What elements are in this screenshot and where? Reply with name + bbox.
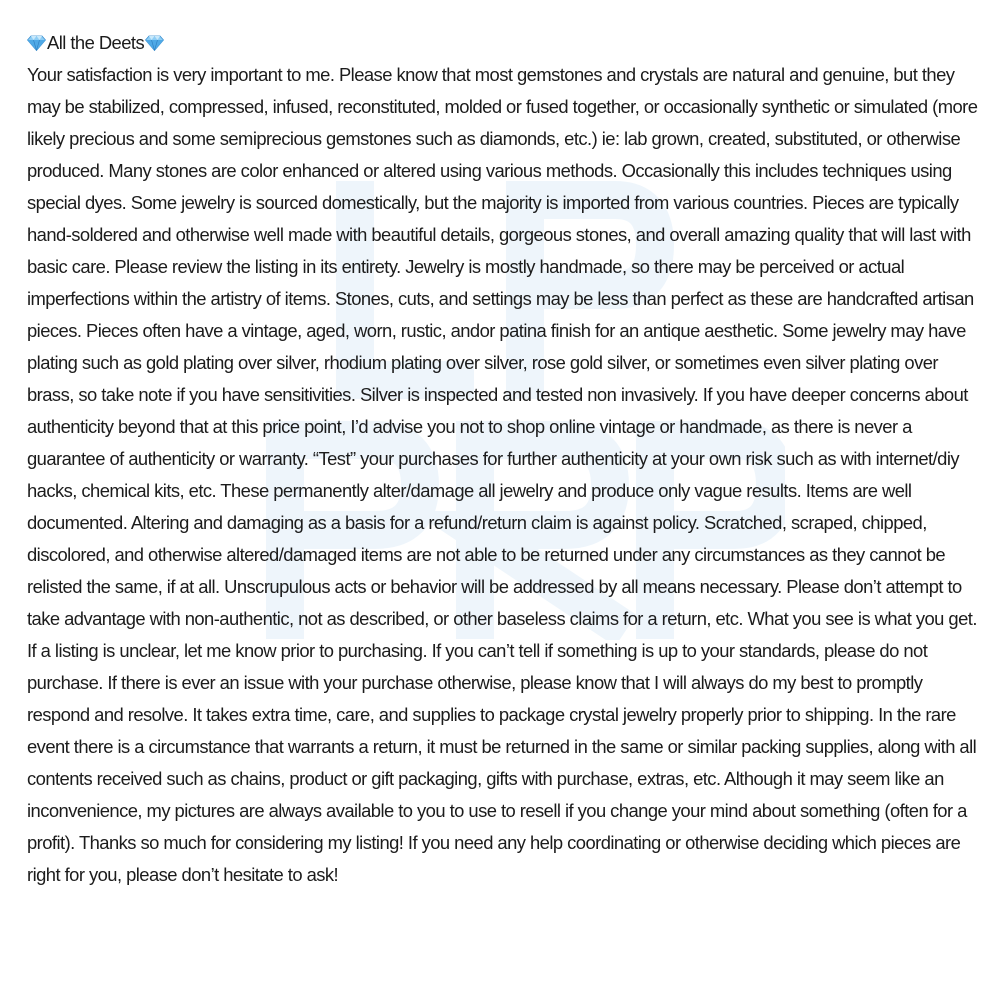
diamond-icon <box>27 29 46 45</box>
heading-row <box>27 27 989 59</box>
policy-paragraph: Your satisfaction is very important to me. Please know that most gemstones and crystals are natural and genuine, but they may be stabilized, compressed, infused, reconstituted, molded or fused together, or occasionally synthetic or simulated (more likely precious and some semiprecious gemstones such as diamonds, etc.) ie: lab grown, created, substituted, or otherwise produced. Many stones are color enhanced or altered using various methods. Occasionally this includes techniques using special dyes. Some jewelry is sourced domestically, but the majority is imported from various countries. Pieces are typically hand-soldered and otherwise well made with beautiful details, gorgeous stones, and overall amazing quality that will last with basic care. Please review the listing in its entirety. Jewelry is mostly handmade, so there may be perceived or actual imperfections within the artistry of items. Stones, cuts, and settings may be less than perfect as these are handcrafted artisan pieces. Pieces often have a vintage, aged, worn, rustic, andor patina finish for an antique aesthetic. Some jewelry may have plating such as gold plating over silver, rhodium plating over silver, rose gold silver, or sometimes even silver plating over brass, so take note if you have sensitivities. Silver is inspected and tested non invasively. If you have deeper concerns about authenticity beyond that at this price point, I’d advise you not to shop online vintage or handmade, as there is never a guarantee of authenticity or warranty. “Test” your purchases for further authenticity at your own risk such as with internet/diy hacks, chemical kits, etc. These permanently alter/damage all jewelry and produce only vague results. Items are well documented. Altering and damaging as a basis for a refund/return claim is against policy. Scratched, scraped, chipped, discolored, and otherwise altered/damaged items are not able to be returned under any circumstances as they cannot be relisted the same, if at all. Unscrupulous acts or behavior will be addressed by all means necessary. Please don’t attempt to take advantage with non-authentic, not as described, or other baseless claims for a return, etc. What you see is what you get. If a listing is unclear, let me know prior to purchasing. If you can’t tell if something is up to your standards, please do not purchase. If there is ever an issue with your purchase otherwise, please know that I will always do my best to promptly respond and resolve. It takes extra time, care, and supplies to package crystal jewelry properly prior to shipping. In the rare event there is a circumstance that warrants a return, it must be returned in the same or similar packing supplies, along with all contents received such as chains, product or gift packaging, gifts with purchase, extras, etc. Although it may seem like an inconvenience, my pictures are always available to you to use to resell if you change your mind about something (often for a profit). Thanks so much for considering my listing! If you need any help coordinating or otherwise deciding which pieces are right for you, please don’t hesitate to ask! <box>27 64 978 885</box>
diamond-icon <box>145 29 164 45</box>
listing-details <box>27 27 989 891</box>
page-title: All the Deets <box>47 32 145 53</box>
